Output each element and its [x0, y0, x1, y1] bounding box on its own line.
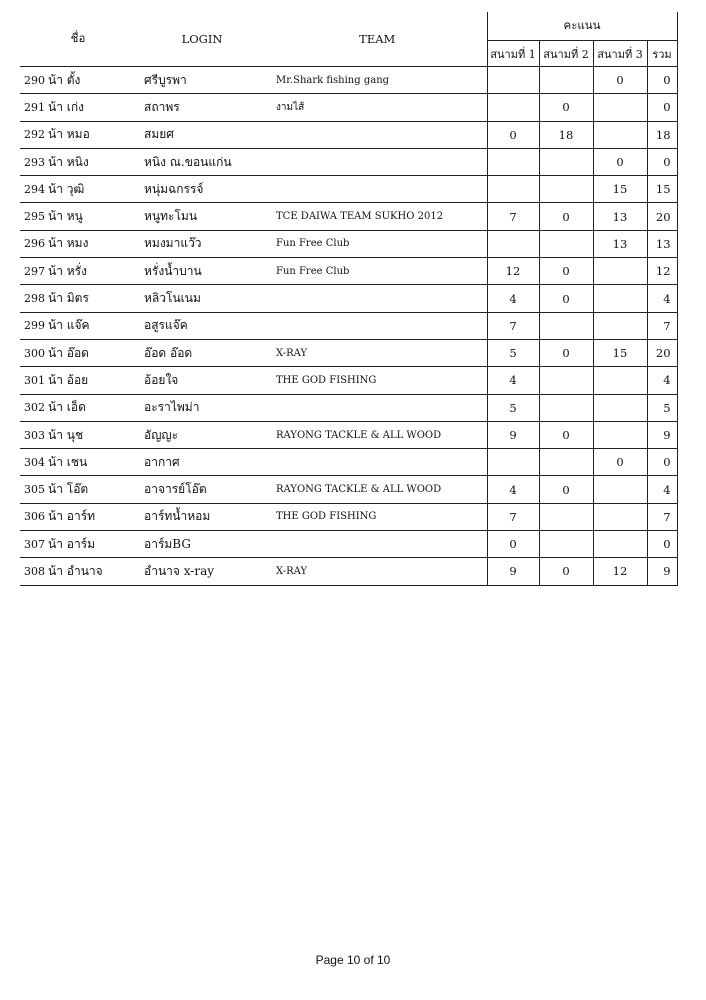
row-name: น้า เก่ง	[46, 94, 136, 121]
row-total-score: 13	[647, 230, 677, 257]
row-stage-2-score: 0	[539, 94, 593, 121]
row-name: น้า มิตร	[46, 285, 136, 312]
row-stage-2-score: 0	[539, 339, 593, 366]
table-row	[20, 449, 677, 476]
row-total-score: 4	[647, 476, 677, 503]
row-login: หนุ่มฉกรรจ์	[136, 176, 268, 203]
row-team	[268, 148, 487, 175]
table-row	[20, 476, 677, 503]
row-stage-2-score: 0	[539, 285, 593, 312]
row-name: น้า โอ๊ต	[46, 476, 136, 503]
row-number: 298	[20, 285, 46, 312]
table-row	[20, 558, 677, 585]
header-login: LOGIN	[136, 12, 268, 67]
row-stage-1-score: 0	[487, 531, 539, 558]
header-total: รวม	[647, 41, 677, 67]
row-stage-2-score: 0	[539, 558, 593, 585]
row-team: Fun Free Club	[268, 258, 487, 285]
row-login: อากาศ	[136, 449, 268, 476]
row-stage-1-score	[487, 148, 539, 175]
row-stage-1-score: 7	[487, 203, 539, 230]
row-stage-2-score	[539, 67, 593, 94]
row-number: 299	[20, 312, 46, 339]
row-stage-1-score: 5	[487, 394, 539, 421]
row-login: อาร์ทน้ำหอม	[136, 503, 268, 530]
row-login: อะราไพม่า	[136, 394, 268, 421]
row-stage-2-score	[539, 148, 593, 175]
row-login: อสูรแจ๊ค	[136, 312, 268, 339]
table-row	[20, 230, 677, 257]
row-name: น้า หนู	[46, 203, 136, 230]
row-team	[268, 285, 487, 312]
header-stage-3: สนามที่ 3	[593, 41, 647, 67]
row-login: สมยศ	[136, 121, 268, 148]
row-stage-2-score	[539, 230, 593, 257]
table-row	[20, 421, 677, 448]
header-name: ชื่อ	[20, 12, 136, 67]
row-login: หนิง ณ.ขอนแก่น	[136, 148, 268, 175]
row-stage-1-score: 7	[487, 503, 539, 530]
row-stage-3-score: 0	[593, 148, 647, 175]
row-name: น้า เชน	[46, 449, 136, 476]
row-stage-3-score	[593, 121, 647, 148]
row-stage-2-score: 0	[539, 421, 593, 448]
row-name: น้า อำนาจ	[46, 558, 136, 585]
row-team: RAYONG TACKLE & ALL WOOD	[268, 421, 487, 448]
row-login: ศรีบูรพา	[136, 67, 268, 94]
row-stage-2-score	[539, 367, 593, 394]
row-team	[268, 121, 487, 148]
row-number: 291	[20, 94, 46, 121]
row-team: THE GOD FISHING	[268, 503, 487, 530]
table-body	[20, 67, 677, 586]
row-login: อ๊อด อ๊อด	[136, 339, 268, 366]
row-login: หนูทะโมน	[136, 203, 268, 230]
row-stage-2-score: 0	[539, 203, 593, 230]
row-stage-3-score	[593, 258, 647, 285]
row-stage-2-score	[539, 176, 593, 203]
row-login: อาร์มBG	[136, 531, 268, 558]
row-name: น้า อาร์ท	[46, 503, 136, 530]
row-stage-3-score	[593, 531, 647, 558]
row-name: น้า อาร์ม	[46, 531, 136, 558]
row-total-score: 0	[647, 449, 677, 476]
table-row	[20, 503, 677, 530]
row-number: 303	[20, 421, 46, 448]
table-row	[20, 285, 677, 312]
row-team: Mr.Shark fishing gang	[268, 67, 487, 94]
row-name: น้า หนิง	[46, 148, 136, 175]
row-number: 293	[20, 148, 46, 175]
row-number: 294	[20, 176, 46, 203]
table-row	[20, 394, 677, 421]
row-stage-1-score: 5	[487, 339, 539, 366]
row-stage-3-score	[593, 367, 647, 394]
row-stage-3-score	[593, 94, 647, 121]
row-team: X-RAY	[268, 558, 487, 585]
row-team	[268, 531, 487, 558]
page-number: Page 10 of 10	[315, 953, 391, 967]
row-login: อำนาจ x-ray	[136, 558, 268, 585]
row-stage-2-score: 0	[539, 476, 593, 503]
row-login: อ้อยใจ	[136, 367, 268, 394]
table-row	[20, 531, 677, 558]
row-stage-3-score: 12	[593, 558, 647, 585]
row-team	[268, 312, 487, 339]
row-login: อัญญะ	[136, 421, 268, 448]
row-total-score: 0	[647, 148, 677, 175]
row-stage-3-score	[593, 476, 647, 503]
row-team: RAYONG TACKLE & ALL WOOD	[268, 476, 487, 503]
row-stage-1-score: 9	[487, 421, 539, 448]
table-row	[20, 203, 677, 230]
row-number: 296	[20, 230, 46, 257]
row-number: 292	[20, 121, 46, 148]
row-name: น้า แจ๊ค	[46, 312, 136, 339]
row-stage-2-score	[539, 531, 593, 558]
row-login: สถาพร	[136, 94, 268, 121]
row-stage-3-score: 13	[593, 203, 647, 230]
row-total-score: 0	[647, 94, 677, 121]
table-row	[20, 94, 677, 121]
row-number: 300	[20, 339, 46, 366]
row-login: อาจารย์โอ๊ต	[136, 476, 268, 503]
score-table	[20, 12, 678, 586]
row-number: 307	[20, 531, 46, 558]
row-name: น้า หมอ	[46, 121, 136, 148]
row-stage-1-score	[487, 94, 539, 121]
row-name: น้า หมง	[46, 230, 136, 257]
row-stage-1-score: 4	[487, 285, 539, 312]
row-stage-1-score: 9	[487, 558, 539, 585]
row-name: น้า หรั่ง	[46, 258, 136, 285]
row-number: 295	[20, 203, 46, 230]
row-stage-3-score: 15	[593, 339, 647, 366]
row-stage-1-score: 7	[487, 312, 539, 339]
row-login: หรั่งน้ำบาน	[136, 258, 268, 285]
row-stage-1-score: 4	[487, 476, 539, 503]
row-stage-2-score	[539, 449, 593, 476]
row-team	[268, 176, 487, 203]
row-stage-2-score	[539, 312, 593, 339]
row-number: 308	[20, 558, 46, 585]
row-total-score: 20	[647, 339, 677, 366]
row-team: Fun Free Club	[268, 230, 487, 257]
row-team: X-RAY	[268, 339, 487, 366]
header-score: คะแนน	[487, 12, 677, 41]
row-total-score: 20	[647, 203, 677, 230]
row-number: 305	[20, 476, 46, 503]
header-team: TEAM	[268, 12, 487, 67]
row-stage-1-score	[487, 176, 539, 203]
table-row	[20, 312, 677, 339]
row-total-score: 0	[647, 67, 677, 94]
row-number: 302	[20, 394, 46, 421]
table-row	[20, 148, 677, 175]
row-name: น้า อ๊อด	[46, 339, 136, 366]
row-stage-3-score	[593, 421, 647, 448]
row-name: น้า นุช	[46, 421, 136, 448]
row-total-score: 9	[647, 558, 677, 585]
row-number: 306	[20, 503, 46, 530]
row-total-score: 7	[647, 312, 677, 339]
row-team: THE GOD FISHING	[268, 367, 487, 394]
row-total-score: 9	[647, 421, 677, 448]
row-stage-3-score: 13	[593, 230, 647, 257]
table-row	[20, 176, 677, 203]
row-stage-1-score: 4	[487, 367, 539, 394]
row-name: น้า อ้อย	[46, 367, 136, 394]
row-number: 297	[20, 258, 46, 285]
row-team	[268, 449, 487, 476]
row-stage-2-score	[539, 394, 593, 421]
row-total-score: 15	[647, 176, 677, 203]
row-stage-1-score	[487, 230, 539, 257]
row-total-score: 7	[647, 503, 677, 530]
row-stage-3-score: 0	[593, 449, 647, 476]
row-total-score: 0	[647, 531, 677, 558]
row-login: หมงมาแว๊ว	[136, 230, 268, 257]
row-stage-3-score: 0	[593, 67, 647, 94]
row-total-score: 4	[647, 285, 677, 312]
table-row	[20, 67, 677, 94]
row-stage-3-score	[593, 312, 647, 339]
row-stage-1-score	[487, 67, 539, 94]
row-stage-1-score: 0	[487, 121, 539, 148]
row-stage-3-score	[593, 394, 647, 421]
table-row	[20, 367, 677, 394]
header-stage-2: สนามที่ 2	[539, 41, 593, 67]
row-stage-2-score: 18	[539, 121, 593, 148]
row-stage-3-score	[593, 503, 647, 530]
row-stage-1-score	[487, 449, 539, 476]
row-total-score: 5	[647, 394, 677, 421]
row-team: งามไส้	[268, 94, 487, 121]
row-stage-2-score: 0	[539, 258, 593, 285]
table-row	[20, 121, 677, 148]
row-number: 290	[20, 67, 46, 94]
row-name: น้า วุฒิ	[46, 176, 136, 203]
row-team: TCE DAIWA TEAM SUKHO 2012	[268, 203, 487, 230]
row-total-score: 4	[647, 367, 677, 394]
row-team	[268, 394, 487, 421]
header-stage-1: สนามที่ 1	[487, 41, 539, 67]
row-total-score: 12	[647, 258, 677, 285]
row-stage-2-score	[539, 503, 593, 530]
row-number: 304	[20, 449, 46, 476]
row-name: น้า ตั้ง	[46, 67, 136, 94]
row-total-score: 18	[647, 121, 677, 148]
row-stage-3-score: 15	[593, 176, 647, 203]
row-number: 301	[20, 367, 46, 394]
row-name: น้า เอ็ด	[46, 394, 136, 421]
table-row	[20, 339, 677, 366]
table-row	[20, 258, 677, 285]
row-stage-3-score	[593, 285, 647, 312]
row-stage-1-score: 12	[487, 258, 539, 285]
row-login: หลิวโนเนม	[136, 285, 268, 312]
